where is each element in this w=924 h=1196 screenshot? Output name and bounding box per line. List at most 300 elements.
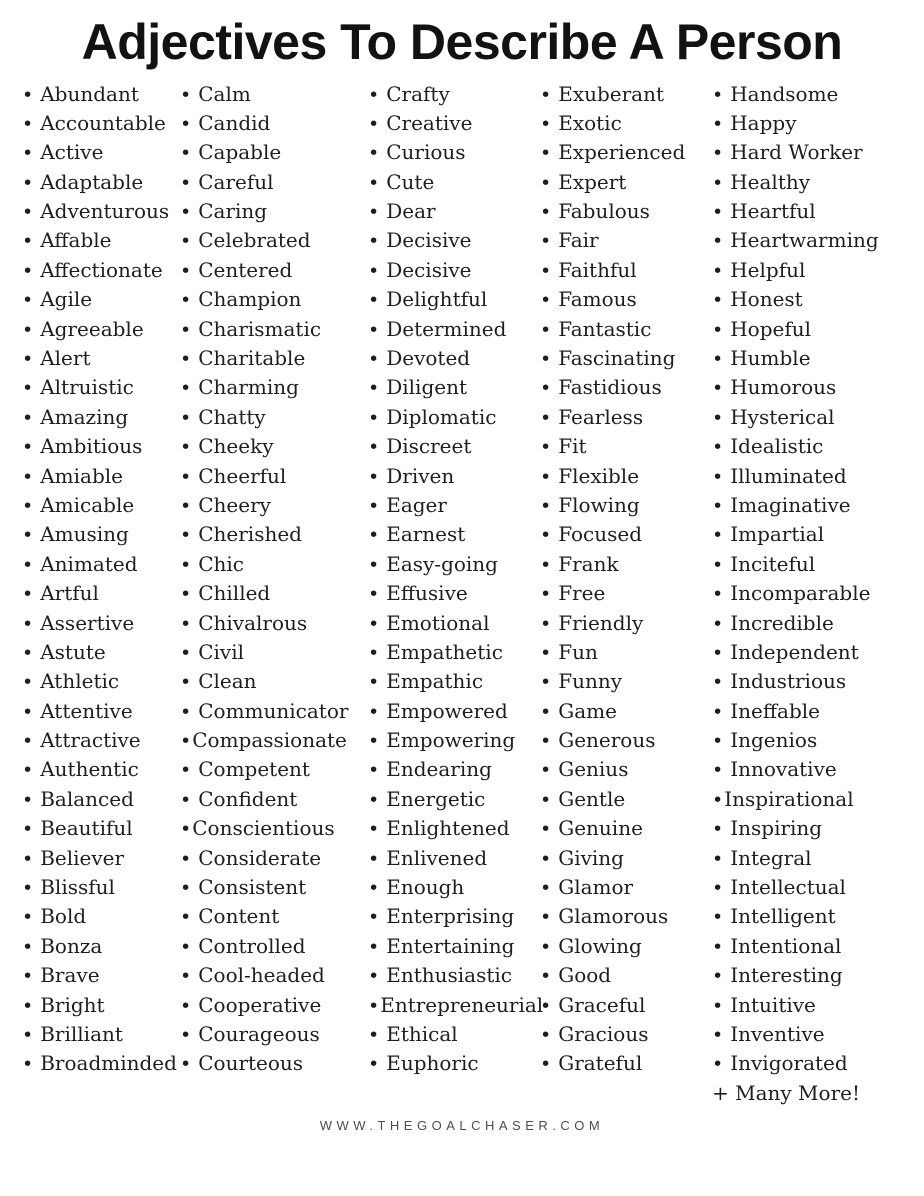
bullet-icon: •: [22, 171, 34, 194]
bullet-icon: •: [540, 377, 552, 400]
bullet-icon: •: [540, 965, 552, 988]
list-item: [540, 932, 712, 961]
adjective-label: Intuitive: [730, 992, 816, 1017]
adjective-column: [368, 80, 544, 1079]
bullet-icon: •: [368, 436, 380, 459]
bullet-icon: •: [180, 847, 192, 870]
bullet-icon: •: [540, 524, 552, 547]
list-item: [368, 667, 540, 696]
adjective-label: Incredible: [730, 610, 834, 635]
list-item: [540, 1049, 712, 1078]
adjective-label: Diligent: [386, 375, 467, 400]
bullet-icon: •: [712, 847, 724, 870]
bullet-icon: •: [540, 112, 552, 135]
adjective-label: Cheerful: [198, 463, 287, 488]
bullet-icon: •: [712, 494, 724, 517]
adjective-label: Controlled: [198, 933, 306, 958]
adjective-label: Adaptable: [40, 169, 144, 194]
adjective-label: Bold: [40, 904, 87, 929]
bullet-icon: •: [712, 671, 724, 694]
list-item: [22, 373, 180, 402]
list-item: [712, 844, 912, 873]
list-item: [540, 814, 712, 843]
bullet-icon: •: [540, 935, 552, 958]
list-item: [180, 373, 368, 402]
adjective-label: Discreet: [386, 434, 472, 459]
list-item: [22, 138, 180, 167]
list-item: [368, 344, 540, 373]
list-item: [180, 579, 368, 608]
bullet-icon: •: [180, 671, 192, 694]
adjective-label: Crafty: [386, 81, 450, 106]
list-item: [540, 755, 712, 784]
bullet-icon: •: [180, 730, 192, 753]
bullet-icon: •: [368, 524, 380, 547]
adjective-label: Giving: [558, 845, 624, 870]
list-item: [368, 814, 540, 843]
bullet-icon: •: [180, 494, 192, 517]
adjective-label: Handsome: [730, 81, 839, 106]
bullet-icon: •: [712, 965, 724, 988]
bullet-icon: •: [368, 348, 380, 371]
list-item: [180, 138, 368, 167]
list-item: [368, 462, 540, 491]
adjective-label: Ethical: [386, 1022, 458, 1046]
bullet-icon: •: [368, 583, 380, 606]
list-item: [540, 873, 712, 902]
list-item: [540, 844, 712, 873]
list-item: [540, 1020, 712, 1049]
list-item: [712, 579, 912, 608]
adjective-label: Effusive: [386, 581, 468, 606]
bullet-icon: •: [368, 759, 380, 782]
bullet-icon: •: [22, 994, 34, 1017]
list-item: [712, 814, 912, 843]
adjective-label: Conscientious: [192, 816, 335, 841]
list-item: [712, 432, 912, 461]
bullet-icon: •: [540, 700, 552, 723]
list-item: [540, 902, 712, 931]
list-item: [180, 197, 368, 226]
adjective-label: Ingenios: [730, 728, 818, 753]
adjective-label: Authentic: [40, 757, 139, 782]
adjective-label: Amicable: [40, 492, 135, 517]
adjective-label: Devoted: [386, 346, 471, 371]
adjective-label: Calm: [198, 81, 251, 106]
bullet-icon: •: [368, 318, 380, 341]
bullet-icon: •: [712, 730, 724, 753]
list-item: [22, 726, 180, 755]
bullet-icon: •: [22, 230, 34, 253]
adjective-column: [180, 80, 368, 1079]
adjective-label: Caring: [198, 199, 268, 224]
adjective-label: Diplomatic: [386, 404, 497, 429]
bullet-icon: •: [712, 83, 724, 106]
adjective-label: Civil: [198, 639, 245, 664]
list-item: [368, 991, 544, 1020]
adjective-label: Healthy: [730, 169, 811, 194]
bullet-icon: •: [22, 700, 34, 723]
adjective-label: Bright: [40, 992, 105, 1017]
bullet-icon: •: [368, 847, 380, 870]
adjective-label: Graceful: [558, 992, 646, 1017]
bullet-icon: •: [180, 612, 192, 635]
list-item: [180, 1020, 368, 1049]
adjective-label: Dear: [386, 199, 436, 224]
list-item: [540, 344, 712, 373]
adjective-column: [540, 80, 712, 1079]
adjective-label: Curious: [386, 140, 466, 165]
bullet-icon: •: [368, 965, 380, 988]
adjective-label: Glamorous: [558, 904, 669, 929]
adjective-label: Charitable: [198, 346, 306, 371]
list-item: [712, 755, 912, 784]
list-item: [368, 873, 540, 902]
adjective-label: Exotic: [558, 110, 622, 135]
adjective-label: Glamor: [558, 875, 634, 900]
list-item: [540, 403, 712, 432]
adjective-label: Fit: [558, 434, 587, 459]
list-item: [540, 462, 712, 491]
list-item: [22, 520, 180, 549]
adjective-label: Gentle: [558, 786, 626, 811]
list-item: [712, 932, 912, 961]
adjective-label: Cooperative: [198, 992, 322, 1017]
bullet-icon: •: [540, 1053, 552, 1076]
adjective-label: Charismatic: [198, 316, 322, 341]
list-item: [368, 961, 540, 990]
adjective-label: Cherished: [198, 522, 302, 547]
list-item: [712, 80, 912, 109]
bullet-icon: •: [712, 230, 724, 253]
adjective-label: Athletic: [40, 669, 120, 694]
bullet-icon: •: [712, 171, 724, 194]
bullet-icon: •: [22, 465, 34, 488]
list-item: [180, 109, 368, 138]
list-item: [712, 491, 912, 520]
adjective-label: Cheeky: [198, 434, 274, 459]
bullet-icon: •: [22, 318, 34, 341]
bullet-icon: •: [22, 1024, 34, 1046]
adjective-label: Chic: [198, 551, 244, 576]
list-item: [180, 932, 368, 961]
adjective-label: Experienced: [558, 140, 686, 165]
list-item: [22, 1049, 180, 1078]
adjective-label: Balanced: [40, 786, 134, 811]
adjective-label: Creative: [386, 110, 473, 135]
list-item: [368, 844, 540, 873]
list-item: [180, 638, 368, 667]
adjective-label: Bonza: [40, 933, 103, 958]
list-item: [368, 138, 540, 167]
adjective-label: Altruistic: [40, 375, 134, 400]
list-item: [540, 638, 712, 667]
bullet-icon: •: [368, 112, 380, 135]
list-item: [22, 344, 180, 373]
bullet-icon: •: [540, 759, 552, 782]
adjective-label: Blissful: [40, 875, 115, 900]
bullet-icon: •: [712, 1024, 724, 1046]
adjective-label: Courageous: [198, 1022, 320, 1046]
list-item: [180, 520, 368, 549]
list-item: [22, 1020, 180, 1049]
adjective-label: Imaginative: [730, 492, 851, 517]
list-item: [712, 785, 912, 814]
adjective-label: Agreeable: [40, 316, 144, 341]
adjective-label: Considerate: [198, 845, 322, 870]
bullet-icon: •: [22, 83, 34, 106]
adjective-label: Centered: [198, 257, 293, 282]
bullet-icon: •: [540, 348, 552, 371]
adjective-label: Assertive: [40, 610, 135, 635]
bullet-icon: •: [712, 318, 724, 341]
bullet-icon: •: [22, 641, 34, 664]
adjective-label: Confident: [198, 786, 298, 811]
bullet-icon: •: [368, 994, 380, 1017]
adjective-label: Ambitious: [40, 434, 143, 459]
bullet-icon: •: [22, 1053, 34, 1076]
page-title: Adjectives To Describe A Person: [81, 14, 843, 70]
adjective-label: Alert: [40, 346, 91, 371]
bullet-icon: •: [368, 289, 380, 312]
adjective-label: Earnest: [386, 522, 466, 547]
bullet-icon: •: [712, 436, 724, 459]
adjective-label: Hopeful: [730, 316, 812, 341]
bullet-icon: •: [540, 230, 552, 253]
adjective-label: Affable: [40, 228, 112, 253]
adjective-label: Good: [558, 963, 612, 988]
list-item: [712, 226, 912, 255]
list-item: [180, 550, 368, 579]
bullet-icon: •: [22, 671, 34, 694]
bullet-icon: •: [22, 289, 34, 312]
list-item: [712, 285, 912, 314]
adjective-label: Celebrated: [198, 228, 311, 253]
list-item: [22, 550, 180, 579]
bullet-icon: •: [180, 83, 192, 106]
adjective-label: Amazing: [40, 404, 129, 429]
adjective-label: Fair: [558, 228, 599, 253]
list-item: [540, 138, 712, 167]
list-item: [712, 1049, 912, 1078]
bullet-icon: •: [180, 465, 192, 488]
bullet-icon: •: [368, 818, 380, 841]
bullet-icon: •: [540, 201, 552, 224]
list-item: [712, 520, 912, 549]
list-item: [22, 315, 180, 344]
list-item: [180, 961, 368, 990]
adjective-label: Empowered: [386, 698, 508, 723]
adjective-label: Intentional: [730, 933, 842, 958]
bullet-icon: •: [180, 230, 192, 253]
list-item: [712, 109, 912, 138]
adjective-label: Cute: [386, 169, 435, 194]
list-item: [22, 609, 180, 638]
list-item: [368, 256, 540, 285]
list-item: [368, 491, 540, 520]
adjective-label: Inventive: [730, 1022, 825, 1046]
adjective-column: [22, 80, 180, 1079]
adjective-label: Illuminated: [730, 463, 847, 488]
bullet-icon: •: [368, 671, 380, 694]
adjective-label: Communicator: [198, 698, 349, 723]
adjective-label: Emotional: [386, 610, 490, 635]
list-item: [712, 403, 912, 432]
adjective-label: Enthusiastic: [386, 963, 512, 988]
bullet-icon: •: [540, 83, 552, 106]
list-item: [180, 726, 368, 755]
bullet-icon: •: [712, 877, 724, 900]
list-item: [180, 256, 368, 285]
bullet-icon: •: [22, 406, 34, 429]
list-item: [22, 226, 180, 255]
list-item: [22, 256, 180, 285]
bullet-icon: •: [22, 818, 34, 841]
adjective-label: Decisive: [386, 257, 472, 282]
list-item: [368, 520, 540, 549]
list-item: [540, 109, 712, 138]
adjective-label: Consistent: [198, 875, 307, 900]
bullet-icon: •: [180, 171, 192, 194]
bullet-icon: •: [180, 553, 192, 576]
bullet-icon: •: [540, 788, 552, 811]
adjective-label: Enough: [386, 875, 465, 900]
bullet-icon: •: [368, 1024, 380, 1046]
adjective-label: Inciteful: [730, 551, 816, 576]
list-item: [540, 609, 712, 638]
adjective-label: Flowing: [558, 492, 640, 517]
adjective-label: Agile: [40, 287, 93, 312]
adjective-label: Determined: [386, 316, 507, 341]
list-item: [368, 785, 540, 814]
list-item: [22, 755, 180, 784]
list-item: [368, 1020, 540, 1049]
adjective-label: Enterprising: [386, 904, 515, 929]
bullet-icon: •: [368, 730, 380, 753]
bullet-icon: •: [22, 201, 34, 224]
bullet-icon: •: [540, 818, 552, 841]
adjective-label: Inspirational: [724, 786, 854, 811]
adjective-label: Amusing: [40, 522, 129, 547]
page: [0, 14, 924, 1196]
list-item: [540, 550, 712, 579]
bullet-icon: •: [368, 641, 380, 664]
list-item: [712, 168, 912, 197]
adjective-label: Friendly: [558, 610, 644, 635]
bullet-icon: •: [180, 906, 192, 929]
list-item: [180, 315, 368, 344]
adjective-label: Enlightened: [386, 816, 510, 841]
list-item: [540, 80, 712, 109]
list-item: [368, 226, 540, 255]
list-item: [540, 961, 712, 990]
bullet-icon: •: [22, 259, 34, 282]
list-item: [368, 726, 540, 755]
bullet-icon: •: [22, 348, 34, 371]
list-item: [540, 579, 712, 608]
adjective-label: Artful: [40, 581, 99, 606]
adjective-label: Heartful: [730, 199, 816, 224]
bullet-icon: •: [540, 436, 552, 459]
adjective-label: Astute: [40, 639, 106, 664]
adjective-label: Independent: [730, 639, 859, 664]
bullet-icon: •: [540, 641, 552, 664]
adjective-label: Chatty: [198, 404, 266, 429]
list-item: [712, 609, 912, 638]
adjective-label: Funny: [558, 669, 623, 694]
bullet-icon: •: [712, 377, 724, 400]
list-item: [22, 462, 180, 491]
list-item: [180, 697, 368, 726]
adjective-label: Courteous: [198, 1051, 304, 1076]
adjective-label: Invigorated: [730, 1051, 848, 1076]
bullet-icon: •: [180, 877, 192, 900]
adjective-label: Driven: [386, 463, 455, 488]
adjective-column: [712, 80, 912, 1109]
bullet-icon: •: [540, 906, 552, 929]
adjective-label: Endearing: [386, 757, 492, 782]
adjective-label: Fascinating: [558, 346, 676, 371]
bullet-icon: •: [22, 906, 34, 929]
bullet-icon: •: [712, 142, 724, 165]
list-item: [22, 932, 180, 961]
bullet-icon: •: [180, 994, 192, 1017]
adjective-label: Expert: [558, 169, 627, 194]
adjective-label: Happy: [730, 110, 797, 135]
list-item: [712, 1020, 912, 1049]
list-item: [540, 667, 712, 696]
bullet-icon: •: [22, 730, 34, 753]
list-item: [368, 697, 540, 726]
bullet-icon: •: [540, 553, 552, 576]
adjective-label: Delightful: [386, 287, 488, 312]
bullet-icon: •: [180, 1053, 192, 1076]
adjective-label: Charming: [198, 375, 299, 400]
list-item: [712, 726, 912, 755]
bullet-icon: •: [180, 788, 192, 811]
list-item: [368, 403, 540, 432]
bullet-icon: •: [712, 201, 724, 224]
list-item: [540, 491, 712, 520]
list-item: [540, 226, 712, 255]
list-item: [540, 432, 712, 461]
bullet-icon: •: [368, 142, 380, 165]
bullet-icon: •: [712, 112, 724, 135]
adjective-label: Glowing: [558, 933, 642, 958]
many-more-note: + Many More!: [712, 1080, 861, 1105]
list-item: [180, 844, 368, 873]
list-item: [712, 315, 912, 344]
list-item: [368, 902, 540, 931]
adjective-label: Accountable: [40, 110, 166, 135]
bullet-icon: •: [540, 142, 552, 165]
bullet-icon: •: [22, 788, 34, 811]
bullet-icon: •: [180, 348, 192, 371]
list-item: [368, 80, 540, 109]
adjective-label: Euphoric: [386, 1051, 479, 1076]
bullet-icon: •: [540, 847, 552, 870]
bullet-icon: •: [22, 965, 34, 988]
list-item: [180, 432, 368, 461]
adjective-label: Brilliant: [40, 1022, 123, 1046]
list-item: [368, 109, 540, 138]
adjective-label: Fun: [558, 639, 598, 664]
bullet-icon: •: [180, 1024, 192, 1046]
bullet-icon: •: [22, 112, 34, 135]
adjective-label: Helpful: [730, 257, 806, 282]
bullet-icon: •: [712, 700, 724, 723]
list-item: [712, 344, 912, 373]
